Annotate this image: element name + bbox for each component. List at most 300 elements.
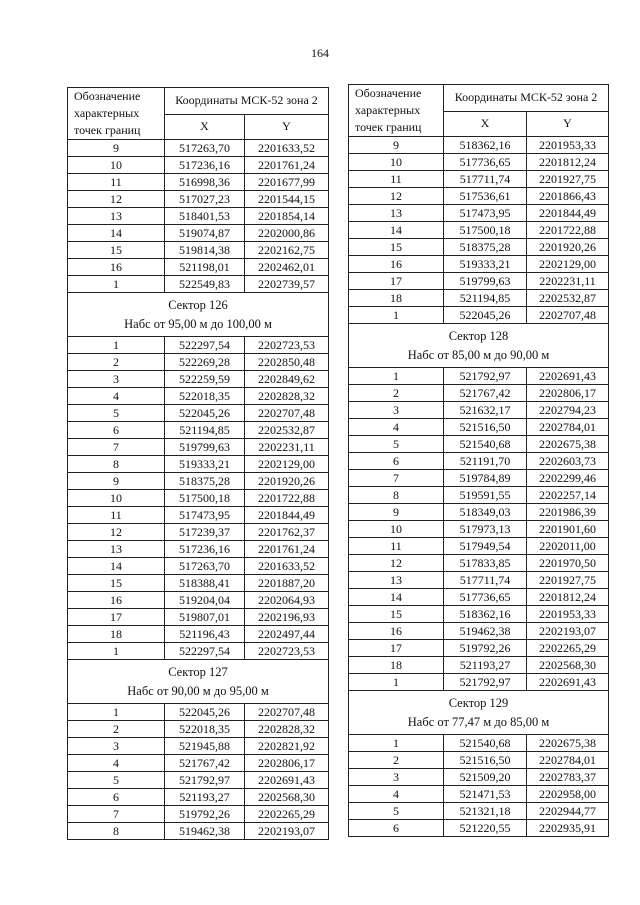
coord-y: 2201544,15 [245, 191, 329, 208]
coord-y: 2202691,43 [527, 674, 609, 691]
coordinates-table-left [67, 87, 329, 840]
coord-y: 2202828,32 [245, 388, 329, 405]
point-number: 12 [349, 188, 444, 205]
coord-y: 2202707,48 [245, 704, 329, 721]
sector-header [349, 691, 609, 735]
coord-x: 521516,50 [444, 752, 527, 769]
coord-x: 517473,95 [165, 507, 245, 524]
coord-y: 2201633,52 [245, 140, 329, 157]
sector-header [349, 324, 609, 368]
point-number: 4 [349, 419, 444, 436]
point-number: 10 [349, 154, 444, 171]
table-row [349, 171, 609, 188]
table-row [68, 609, 329, 626]
coord-y: 2201677,99 [245, 174, 329, 191]
coord-y: 2202784,01 [527, 752, 609, 769]
coord-y: 2202162,75 [245, 242, 329, 259]
point-number: 8 [68, 823, 165, 840]
table-row [68, 626, 329, 643]
point-number: 11 [68, 174, 165, 191]
coord-y: 2202231,11 [527, 273, 609, 290]
point-number: 1 [68, 704, 165, 721]
coord-x: 521792,97 [444, 674, 527, 691]
point-number: 14 [349, 589, 444, 606]
coord-y: 2201920,26 [527, 239, 609, 256]
coord-x: 519814,38 [165, 242, 245, 259]
table-row [68, 507, 329, 524]
table-row [349, 769, 609, 786]
coord-x: 519799,63 [444, 273, 527, 290]
coord-y: 2202828,32 [245, 721, 329, 738]
coord-x: 517027,23 [165, 191, 245, 208]
coord-y: 2202707,48 [527, 307, 609, 324]
coord-x: 518349,03 [444, 504, 527, 521]
table-row [349, 674, 609, 691]
coord-y: 2202806,17 [527, 385, 609, 402]
coord-y: 2202265,29 [245, 806, 329, 823]
coord-y: 2202129,00 [245, 456, 329, 473]
coord-y: 2202691,43 [527, 368, 609, 385]
table-row [349, 256, 609, 273]
table-row [349, 572, 609, 589]
coord-x: 517536,61 [444, 188, 527, 205]
table-body [68, 140, 329, 840]
coord-x: 521945,88 [165, 738, 245, 755]
table-row [349, 436, 609, 453]
coord-x: 519792,26 [165, 806, 245, 823]
table-row [68, 242, 329, 259]
point-number: 15 [349, 239, 444, 256]
table-row [68, 490, 329, 507]
table-row [349, 222, 609, 239]
table-row [349, 752, 609, 769]
point-number: 5 [68, 772, 165, 789]
coord-y: 2202196,93 [245, 609, 329, 626]
coord-x: 522018,35 [165, 388, 245, 405]
coord-y: 2202935,91 [527, 820, 609, 837]
table-row [68, 388, 329, 405]
coord-y: 2201927,75 [527, 171, 609, 188]
point-number: 17 [349, 640, 444, 657]
coord-y: 2202675,38 [527, 436, 609, 453]
table-row [68, 755, 329, 772]
sector-header [68, 293, 329, 337]
table-row [68, 772, 329, 789]
coord-x: 522045,26 [165, 704, 245, 721]
header-x: X [165, 114, 245, 139]
table-row [349, 470, 609, 487]
point-number: 15 [68, 575, 165, 592]
table-row [349, 137, 609, 154]
point-number: 4 [68, 388, 165, 405]
coord-y: 2202821,92 [245, 738, 329, 755]
header-point-designation: Обозначение характерных точек границ [68, 88, 165, 140]
coord-x: 522018,35 [165, 721, 245, 738]
table-row [349, 504, 609, 521]
coord-x: 517236,16 [165, 157, 245, 174]
coord-x: 519591,55 [444, 487, 527, 504]
coord-y: 2201762,37 [245, 524, 329, 541]
point-number: 1 [68, 337, 165, 354]
coord-y: 2201901,60 [527, 521, 609, 538]
coord-x: 519462,38 [444, 623, 527, 640]
coord-x: 519807,01 [165, 609, 245, 626]
coord-x: 517236,16 [165, 541, 245, 558]
table-row [349, 820, 609, 837]
point-number: 3 [68, 371, 165, 388]
sector-range: Набс от 77,47 м до 85,00 м [407, 715, 550, 729]
coord-y: 2202723,53 [245, 643, 329, 660]
point-number: 6 [68, 789, 165, 806]
header-point-designation: Обозначение характерных точек границ [349, 85, 444, 137]
coord-x: 521194,85 [444, 290, 527, 307]
coord-y: 2202532,87 [527, 290, 609, 307]
table-row [68, 643, 329, 660]
table-row [68, 371, 329, 388]
coord-y: 2201844,49 [245, 507, 329, 524]
coord-y: 2202299,46 [527, 470, 609, 487]
coord-x: 517263,70 [165, 140, 245, 157]
coordinates-table-right [348, 84, 609, 837]
point-number: 6 [349, 453, 444, 470]
coord-y: 2201844,49 [527, 205, 609, 222]
point-number: 18 [349, 290, 444, 307]
sector-title: Сектор 128 [448, 329, 509, 343]
point-number: 1 [349, 368, 444, 385]
table-row [349, 290, 609, 307]
coord-y: 2202707,48 [245, 405, 329, 422]
coord-y: 2201887,20 [245, 575, 329, 592]
coord-y: 2201986,39 [527, 504, 609, 521]
sector-title: Сектор 127 [168, 665, 228, 679]
sector-header-row [349, 324, 609, 368]
point-number: 13 [349, 572, 444, 589]
table-row [349, 555, 609, 572]
coord-y: 2202675,38 [527, 735, 609, 752]
table-row [68, 592, 329, 609]
point-number: 9 [68, 473, 165, 490]
coord-x: 519462,38 [165, 823, 245, 840]
header-x: X [444, 111, 527, 136]
point-number: 14 [349, 222, 444, 239]
point-number: 10 [68, 490, 165, 507]
point-number: 14 [68, 225, 165, 242]
coord-y: 2202000,86 [245, 225, 329, 242]
coord-y: 2201633,52 [245, 558, 329, 575]
point-number: 2 [68, 721, 165, 738]
point-number: 1 [349, 735, 444, 752]
coord-y: 2202849,62 [245, 371, 329, 388]
table-row [349, 487, 609, 504]
point-number: 5 [68, 405, 165, 422]
coord-x: 521220,55 [444, 820, 527, 837]
coord-y: 2201722,88 [245, 490, 329, 507]
coord-x: 521198,01 [165, 259, 245, 276]
point-number: 1 [349, 307, 444, 324]
table-row [68, 575, 329, 592]
table-row [68, 405, 329, 422]
coord-x: 522045,26 [444, 307, 527, 324]
coord-x: 521767,42 [165, 755, 245, 772]
table-row [349, 453, 609, 470]
coord-y: 2201722,88 [527, 222, 609, 239]
coord-x: 517239,37 [165, 524, 245, 541]
table-row [68, 225, 329, 242]
table-row [68, 789, 329, 806]
coord-x: 521196,43 [165, 626, 245, 643]
point-number: 8 [349, 487, 444, 504]
coord-y: 2202568,30 [527, 657, 609, 674]
table-row [68, 259, 329, 276]
point-number: 16 [349, 623, 444, 640]
coord-y: 2201920,26 [245, 473, 329, 490]
coord-x: 521792,97 [444, 368, 527, 385]
table-row [68, 276, 329, 293]
table-row [349, 521, 609, 538]
point-number: 17 [68, 609, 165, 626]
coord-x: 517711,74 [444, 572, 527, 589]
coord-y: 2201761,24 [245, 157, 329, 174]
coord-y: 2202944,77 [527, 803, 609, 820]
sector-header-row [68, 660, 329, 704]
point-number: 13 [68, 208, 165, 225]
coord-x: 521632,17 [444, 402, 527, 419]
table-row [68, 191, 329, 208]
point-number: 15 [68, 242, 165, 259]
coord-x: 521767,42 [444, 385, 527, 402]
table-row [68, 823, 329, 840]
point-number: 7 [349, 470, 444, 487]
point-number: 11 [349, 171, 444, 188]
table-row [349, 735, 609, 752]
coord-y: 2202603,73 [527, 453, 609, 470]
point-number: 1 [68, 643, 165, 660]
coord-x: 521321,18 [444, 803, 527, 820]
point-number: 2 [349, 752, 444, 769]
point-number: 10 [68, 157, 165, 174]
coord-x: 517500,18 [444, 222, 527, 239]
coord-y: 2202739,57 [245, 276, 329, 293]
coord-x: 519799,63 [165, 439, 245, 456]
table-row [349, 538, 609, 555]
point-number: 16 [68, 592, 165, 609]
coord-x: 517263,70 [165, 558, 245, 575]
coord-x: 517500,18 [165, 490, 245, 507]
table-row [349, 188, 609, 205]
sector-range: Набс от 95,00 м до 100,00 м [124, 317, 272, 331]
point-number: 18 [349, 657, 444, 674]
table-row [68, 541, 329, 558]
table-row [68, 558, 329, 575]
sector-range: Набс от 85,00 м до 90,00 м [407, 348, 550, 362]
coord-x: 517833,85 [444, 555, 527, 572]
point-number: 12 [68, 524, 165, 541]
coord-y: 2202568,30 [245, 789, 329, 806]
coord-y: 2202231,11 [245, 439, 329, 456]
coord-y: 2201953,33 [527, 137, 609, 154]
coord-y: 2201854,14 [245, 208, 329, 225]
table-row [68, 456, 329, 473]
coord-x: 517973,13 [444, 521, 527, 538]
table-row [68, 439, 329, 456]
coord-x: 522269,28 [165, 354, 245, 371]
coord-x: 521509,20 [444, 769, 527, 786]
coord-x: 519784,89 [444, 470, 527, 487]
point-number: 3 [349, 769, 444, 786]
header-coordinates: Координаты МСК-52 зона 2 [165, 88, 329, 115]
coord-x: 521471,53 [444, 786, 527, 803]
sector-title: Сектор 126 [168, 298, 228, 312]
coord-y: 2202462,01 [245, 259, 329, 276]
coord-x: 522259,59 [165, 371, 245, 388]
coord-x: 522297,54 [165, 643, 245, 660]
point-number: 11 [349, 538, 444, 555]
table-body [349, 137, 609, 837]
coord-x: 517736,65 [444, 589, 527, 606]
coord-y: 2201970,50 [527, 555, 609, 572]
point-number: 9 [68, 140, 165, 157]
table-row [68, 157, 329, 174]
coord-y: 2202691,43 [245, 772, 329, 789]
table-row [68, 721, 329, 738]
table-row [349, 273, 609, 290]
sector-header-row [349, 691, 609, 735]
point-number: 3 [68, 738, 165, 755]
point-number: 4 [349, 786, 444, 803]
point-number: 12 [68, 191, 165, 208]
point-number: 6 [349, 820, 444, 837]
coord-x: 521792,97 [165, 772, 245, 789]
table-row [349, 402, 609, 419]
coord-x: 521193,27 [444, 657, 527, 674]
point-number: 5 [349, 803, 444, 820]
coord-x: 522045,26 [165, 405, 245, 422]
coord-x: 522549,83 [165, 276, 245, 293]
coord-x: 521191,70 [444, 453, 527, 470]
point-number: 10 [349, 521, 444, 538]
table-row [68, 354, 329, 371]
table-row [68, 704, 329, 721]
sector-header-row [68, 293, 329, 337]
coord-y: 2202497,44 [245, 626, 329, 643]
table-row [349, 239, 609, 256]
point-number: 15 [349, 606, 444, 623]
coord-y: 2202064,93 [245, 592, 329, 609]
point-number: 16 [68, 259, 165, 276]
table-row [349, 786, 609, 803]
coord-y: 2202193,07 [527, 623, 609, 640]
table-row [68, 337, 329, 354]
point-number: 16 [349, 256, 444, 273]
point-number: 6 [68, 422, 165, 439]
table-row [68, 208, 329, 225]
coord-x: 518375,28 [165, 473, 245, 490]
coord-y: 2201866,43 [527, 188, 609, 205]
coord-y: 2201927,75 [527, 572, 609, 589]
point-number: 9 [349, 137, 444, 154]
point-number: 5 [349, 436, 444, 453]
table-row [68, 422, 329, 439]
coord-x: 518388,41 [165, 575, 245, 592]
coord-x: 519792,26 [444, 640, 527, 657]
header-coordinates: Координаты МСК-52 зона 2 [444, 85, 609, 112]
coord-x: 517949,54 [444, 538, 527, 555]
sector-range: Набс от 90,00 м до 95,00 м [127, 684, 269, 698]
point-number: 11 [68, 507, 165, 524]
header-y: Y [527, 111, 609, 136]
point-number: 17 [349, 273, 444, 290]
sector-title: Сектор 129 [448, 696, 509, 710]
coord-y: 2201812,24 [527, 154, 609, 171]
table-row [349, 589, 609, 606]
coord-y: 2202193,07 [245, 823, 329, 840]
table-row [349, 205, 609, 222]
coord-x: 521193,27 [165, 789, 245, 806]
coord-x: 522297,54 [165, 337, 245, 354]
coord-x: 518401,53 [165, 208, 245, 225]
header-y: Y [245, 114, 329, 139]
point-number: 8 [68, 456, 165, 473]
table-row [349, 307, 609, 324]
coord-x: 518362,16 [444, 606, 527, 623]
point-number: 13 [68, 541, 165, 558]
point-number: 1 [349, 674, 444, 691]
table-row [68, 806, 329, 823]
coord-x: 518375,28 [444, 239, 527, 256]
coord-x: 521540,68 [444, 735, 527, 752]
coord-y: 2202806,17 [245, 755, 329, 772]
coord-y: 2202850,48 [245, 354, 329, 371]
point-number: 1 [68, 276, 165, 293]
coord-y: 2202794,23 [527, 402, 609, 419]
coord-y: 2202532,87 [245, 422, 329, 439]
table-row [68, 174, 329, 191]
coord-x: 516998,36 [165, 174, 245, 191]
coord-x: 519204,04 [165, 592, 245, 609]
sector-header [68, 660, 329, 704]
table-row [68, 738, 329, 755]
point-number: 2 [68, 354, 165, 371]
table-row [68, 524, 329, 541]
coord-x: 519074,87 [165, 225, 245, 242]
coord-y: 2201812,24 [527, 589, 609, 606]
coord-x: 519333,21 [444, 256, 527, 273]
coord-y: 2202265,29 [527, 640, 609, 657]
coord-y: 2202011,00 [527, 538, 609, 555]
point-number: 7 [68, 806, 165, 823]
coord-y: 2202784,01 [527, 419, 609, 436]
point-number: 12 [349, 555, 444, 572]
coord-x: 517711,74 [444, 171, 527, 188]
coord-x: 519333,21 [165, 456, 245, 473]
page-number: 164 [311, 46, 329, 60]
table-row [349, 368, 609, 385]
table-row [349, 385, 609, 402]
point-number: 18 [68, 626, 165, 643]
point-number: 4 [68, 755, 165, 772]
coord-x: 521194,85 [165, 422, 245, 439]
point-number: 7 [68, 439, 165, 456]
coord-y: 2201953,33 [527, 606, 609, 623]
table-row [349, 803, 609, 820]
coord-y: 2202257,14 [527, 487, 609, 504]
table-row [349, 606, 609, 623]
table-row [349, 657, 609, 674]
coord-x: 517473,95 [444, 205, 527, 222]
coord-y: 2202783,37 [527, 769, 609, 786]
table-row [68, 140, 329, 157]
table-row [349, 640, 609, 657]
